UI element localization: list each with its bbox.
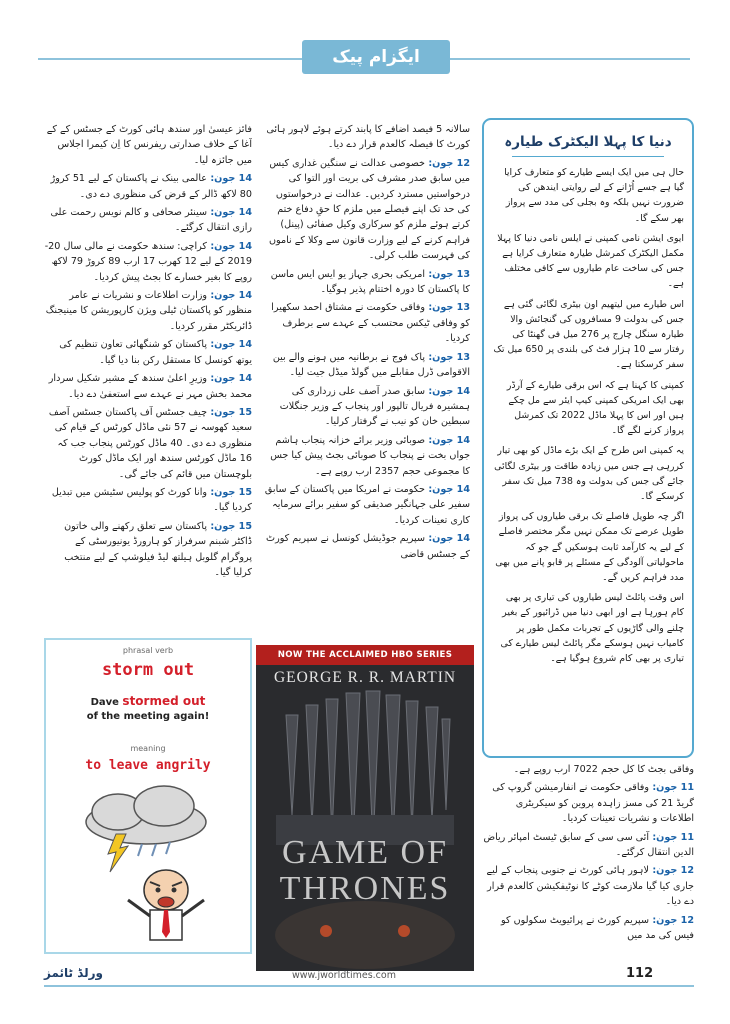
- left-column: [44, 122, 252, 634]
- news-entry: [482, 913, 694, 944]
- news-entry: [44, 519, 252, 581]
- news-entry-date: 14 جون:: [207, 207, 252, 219]
- footer-brand: ورلڈ ٹائمز: [44, 966, 104, 980]
- featured-paragraph: ایوی ایشن نامی کمپنی نے ایلس نامی دنیا کا پہلا مکمل الیکٹرک کمرشل طیارہ متعارف کرایا ہے جس کی ساخت عام طیاروں سے کافی مختلف ہے۔: [497, 232, 684, 290]
- angry-man-icon: [128, 870, 204, 940]
- book-title-line-1: GAME OF: [281, 834, 449, 871]
- featured-paragraph: کمپنی کا کہنا ہے کہ اس برقی طیارے کے آرڈر بھی ایک امریکی کمپنی کیپ ایئر سے مل چکے ہیں اور اس کا پہلا ماڈل 2022 تک کمرشل پرواز کرنے لگے گا۔: [506, 379, 684, 437]
- news-entry-text: سپریم کورٹ نے پرائیویٹ سکولوں کو فیس کی مد میں: [501, 914, 694, 942]
- section-title: ایگزام پیک: [302, 40, 450, 74]
- featured-paragraph: اس طیارے میں لیتھیم اون بیٹری لگائی گئی ہے جس کی بدولت 9 مسافروں کی گنجائش والا طیارہ سنگل چارج پر 276 میل فی گھنٹا کی رفتار سے 10 ہزار فٹ کی بلندی پر 650 میل تک سفر کرسکتا ہے۔: [493, 298, 684, 371]
- news-entry-text: پاکستان سے تعلق رکھنے والی خاتون ڈاکٹر شبنم سرفراز کو ہارورڈ یونیورسٹی کے پروگرام گلوبل ہیلتھ لیڈ فیلوشپ کے لیے منتخب کرلیا گیا۔: [64, 520, 252, 578]
- news-entry: [482, 863, 694, 909]
- angry-man-cartoon: [46, 782, 250, 952]
- news-entry-text: آئی سی سی کے سابق ٹیسٹ امپائر ریاض الدین انتقال کرگئے۔: [483, 831, 694, 859]
- featured-article-title: دنیا کا پہلا الیکٹرک طیارہ: [504, 134, 672, 150]
- news-entry-date: 14 جون:: [425, 483, 470, 495]
- vocab-sentence-end: of the meeting again!: [86, 711, 210, 722]
- vocab-example-sentence: [46, 694, 250, 724]
- news-entry-text: وفاقی بجٹ کا کل حجم 7022 ارب روپے ہے۔: [513, 764, 694, 775]
- news-entry-text: سینئر صحافی و کالم نویس رحمت علی رازی انتقال کرگئے۔: [50, 207, 252, 234]
- news-entry-date: 14 جون:: [425, 385, 470, 397]
- news-entry-text: فائز عیسیٰ اور سندھ ہائی کورٹ کے جسٹس کے کے آغا کے خلاف صدارتی ریفرنس کا اِن کیمرا اجلاس میں جائزہ لیا۔: [46, 124, 252, 166]
- news-entry-text: وفاقی حکومت نے مشتاق احمد سکھیرا کو وفاقی ٹیکس محتسب کے عہدے سے برطرف کردیا۔: [271, 302, 470, 345]
- news-entry-date: 13 جون:: [425, 268, 470, 280]
- news-entry-text: عالمی بینک نے پاکستان کے لیے 51 کروڑ 80 لاکھ ڈالر کے قرض کی منظوری دے دی۔: [50, 173, 252, 200]
- news-entry: [44, 337, 252, 368]
- news-entry-text: صوبائی وزیر برائے خزانہ پنجاب ہاشم جواں بخت نے پنجاب کا صوبائی بجٹ پیش کیا جس کا مجموعی حجم 2357 ارب روپے ہے۔: [270, 434, 470, 477]
- news-entry: [262, 531, 470, 562]
- news-entry: [44, 171, 252, 202]
- news-entry-text: چیف جسٹس آف پاکستان جسٹس آصف سعید کھوسہ نے 57 نئی ماڈل کورٹس کے قیام کی منظوری دے دی۔ 40 ماڈل کورٹس پنجاب جب کہ 16 ماڈل کورٹس سندھ اور ایک ماڈل کورٹ بلوچستان میں قائم کی جائے گی۔: [48, 406, 252, 480]
- news-entry: [44, 122, 252, 168]
- storm-cloud-icon: [86, 786, 206, 872]
- news-entry: [262, 122, 470, 153]
- news-entry-date: 11 جون:: [649, 782, 694, 794]
- news-entry-date: 13 جون:: [425, 302, 470, 314]
- news-entry-date: 14 جون:: [207, 373, 252, 385]
- middle-column: [262, 122, 470, 642]
- news-entry-date: 15 جون:: [207, 520, 252, 532]
- news-entry: [482, 780, 694, 826]
- news-entry-date: 12 جون:: [425, 157, 470, 169]
- book-banner-prefix: NOW THE ACCLAIMED: [277, 650, 388, 660]
- news-entry-text: سالانہ 5 فیصد اضافے کا پابند کرتے ہوئے لاہور ہائی کورٹ کا فیصلہ کالعدم قرار دے دیا۔: [266, 124, 470, 151]
- vocab-meaning-label: meaning: [130, 744, 166, 753]
- news-entry: [482, 762, 694, 777]
- featured-title-underline: [512, 156, 664, 157]
- news-entry-date: 14 جون:: [207, 240, 252, 252]
- news-entry-text: سپریم جوڈیشل کونسل نے سپریم کورٹ کے جسٹس قاضی: [266, 533, 470, 560]
- news-entry-text: خصوصی عدالت نے سنگین غداری کیس میں سابق صدر مشرف کی بریت اور التوا کی درخواستیں مسترد کردیں۔ عدالت نے درخواستوں کی حد تک اپنے فیصلے میں ملزم کا حقِ دفاع ختم کرتے ہوئے ملزم کو سرکاری وکیل صفائی (پینل) فراہم کرنے کے لیے وزارت قانون سے وکلا کے ناموں کی فہرست طلب کرلی۔: [268, 157, 470, 262]
- news-entry-date: 12 جون:: [649, 865, 694, 877]
- news-entry: [262, 482, 470, 528]
- news-entry: [44, 485, 252, 516]
- news-entry-date: 13 جون:: [425, 351, 470, 363]
- news-entry: [482, 830, 694, 861]
- hbo-logo: HBO: [391, 650, 414, 660]
- news-entry-text: لاہور ہائی کورٹ نے جنوبی پنجاب کے لیے جاری کیا گیا ملازمت کوٹے کا نوٹیفکیشن کالعدم قرار دے دیا۔: [486, 865, 694, 908]
- news-entry-date: 14 جون:: [207, 290, 252, 302]
- news-entry-date: 14 جون:: [425, 533, 470, 545]
- book-author: GEORGE R. R. MARTIN: [273, 669, 457, 686]
- featured-article-body: [492, 165, 684, 666]
- news-entry: [44, 205, 252, 236]
- news-entry-text: پاک فوج نے برطانیہ میں ہونے والے بین الاقوامی ڈرل مقابلے میں گولڈ میڈل جیت لیا۔: [272, 351, 470, 379]
- news-entry: [262, 267, 470, 298]
- news-entry-text: وفاقی حکومت نے انفارمیشن گروپ کی گریڈ 21 کی مسز زاہدہ پروین کو سیکریٹری اطلاعات و نشریات تعینات کردیا۔: [492, 782, 694, 825]
- featured-article-box: [482, 118, 694, 758]
- featured-paragraph: حال ہی میں ایک ایسے طیارے کو متعارف کرایا گیا ہے جسے اُڑانے کے لیے روایتی ایندھن کی ضرورت نہیں بلکہ وہ بجلی کی مدد سے پرواز بھر سکے گا۔: [504, 167, 684, 224]
- news-entry: [262, 384, 470, 430]
- iron-throne-icon: [256, 645, 474, 971]
- news-entry-text: سابق صدر آصف علی زرداری کی ہمشیرہ فریال تالپور اور پنجاب کے وزیر جنگلات سبطین خان کو نیب نے گرفتار کرلیا۔: [279, 385, 470, 428]
- news-entry-date: 15 جون:: [207, 486, 252, 498]
- featured-paragraph: یہ کمپنی اس طرح کے ایک بڑے ماڈل کو بھی تیار کررہی ہے جس میں زیادہ طاقت ور بیٹری لگائی جائے گی جس کی بدولت وہ 738 میل تک سفر کرسکے گا۔: [494, 445, 684, 503]
- footer-url[interactable]: www.jworldtimes.com: [292, 970, 396, 981]
- news-entry-date: 14 جون:: [425, 434, 470, 446]
- news-entry: [44, 239, 252, 285]
- page-number: 112: [626, 966, 654, 981]
- news-entry-text: وزیرِ اعلیٰ سندھ کے مشیر شکیل سردار محمد بخش مہر نے عہدے سے استعفیٰ دے دیا۔: [48, 373, 252, 400]
- news-entry: [44, 288, 252, 334]
- featured-paragraph: اگر چہ طویل فاصلے تک برقی طیاروں کی پرواز طویل عرصے تک ممکن نہیں مگر مختصر فاصلے کے لیے یہ کارآمد ثابت ہوسکیں گے جو کہ ماحولیاتی آلودگی کے مسئلے پر قابو پانے میں بھی مدد فراہم کریں گے۔: [495, 511, 684, 584]
- news-entry-text: کراچی: سندھ حکومت نے مالی سال 20-2019 کے لیے 12 کھرب 17 ارب 89 کروڑ 79 لاکھ روپے کا بغیر خسارے کا بجٹ پیش کردیا۔: [44, 240, 252, 283]
- news-entry: [44, 405, 252, 482]
- news-entry-date: 14 جون:: [207, 173, 252, 185]
- news-entry-text: پاکستان کو شنگھائی تعاون تنظیم کی یوتھ کونسل کا مستقل رکن بنا دیا گیا۔: [59, 339, 252, 366]
- book-title-line-2: THRONES: [279, 870, 451, 907]
- vocab-sentence-highlight: stormed out: [122, 694, 206, 708]
- news-entry: [44, 371, 252, 402]
- news-entry-date: 14 جون:: [207, 339, 252, 351]
- news-entry-text: حکومت نے امریکا میں پاکستان کے سابق سفیر علی جہانگیر صدیقی کو سفیر برائے سرمایہ کاری تعینات کردیا۔: [264, 483, 470, 526]
- book-cover-image: [256, 645, 474, 971]
- vocab-meaning: to leave angrily: [85, 758, 211, 773]
- news-entry-date: 12 جون:: [649, 914, 694, 926]
- vocab-type-label: phrasal verb: [122, 646, 174, 655]
- vocab-sentence-start: Dave: [90, 697, 119, 708]
- bottom-right-column: [482, 762, 694, 958]
- news-entry: [262, 156, 470, 264]
- book-title: [256, 835, 474, 907]
- vocab-word: storm out: [101, 660, 195, 680]
- news-entry-text: وزارت اطلاعات و نشریات نے عامر منظور کو پاکستان ٹیلی ویژن کارپوریشن کا مینیجنگ ڈائریکٹر مقرر کردیا۔: [45, 290, 252, 332]
- news-entry: [262, 350, 470, 381]
- news-entry-date: 11 جون:: [649, 831, 694, 843]
- news-entry-text: وانا کورٹ کو پولیس سٹیشن میں تبدیل کردیا گیا۔: [51, 486, 252, 514]
- news-entry-date: 15 جون:: [207, 406, 252, 418]
- news-entry: [262, 433, 470, 479]
- news-entry: [262, 300, 470, 346]
- book-banner-suffix: SERIES: [416, 650, 453, 660]
- footer-rule: [44, 985, 694, 987]
- vocabulary-card: [44, 638, 252, 954]
- news-entry-text: امریکی بحری جہاز یو ایس ایس ماسن کا پاکستان کا دورہ اختتام پذیر ہوگیا۔: [270, 268, 470, 296]
- dragon-icon: [275, 901, 455, 969]
- featured-paragraph: اس وقت پائلٹ لیس طیاروں کی تیاری پر بھی کام ہورہا ہے اور ابھی دنیا میں ڈرائیور کے بغیر چلنے والی گاڑیوں کے تجربات مکمل طور پر کامیاب نہیں ہوسکے مگر پائلٹ لیس طیارے کی تیاری پر بھی کام شروع ہوگیا ہے۔: [500, 592, 684, 665]
